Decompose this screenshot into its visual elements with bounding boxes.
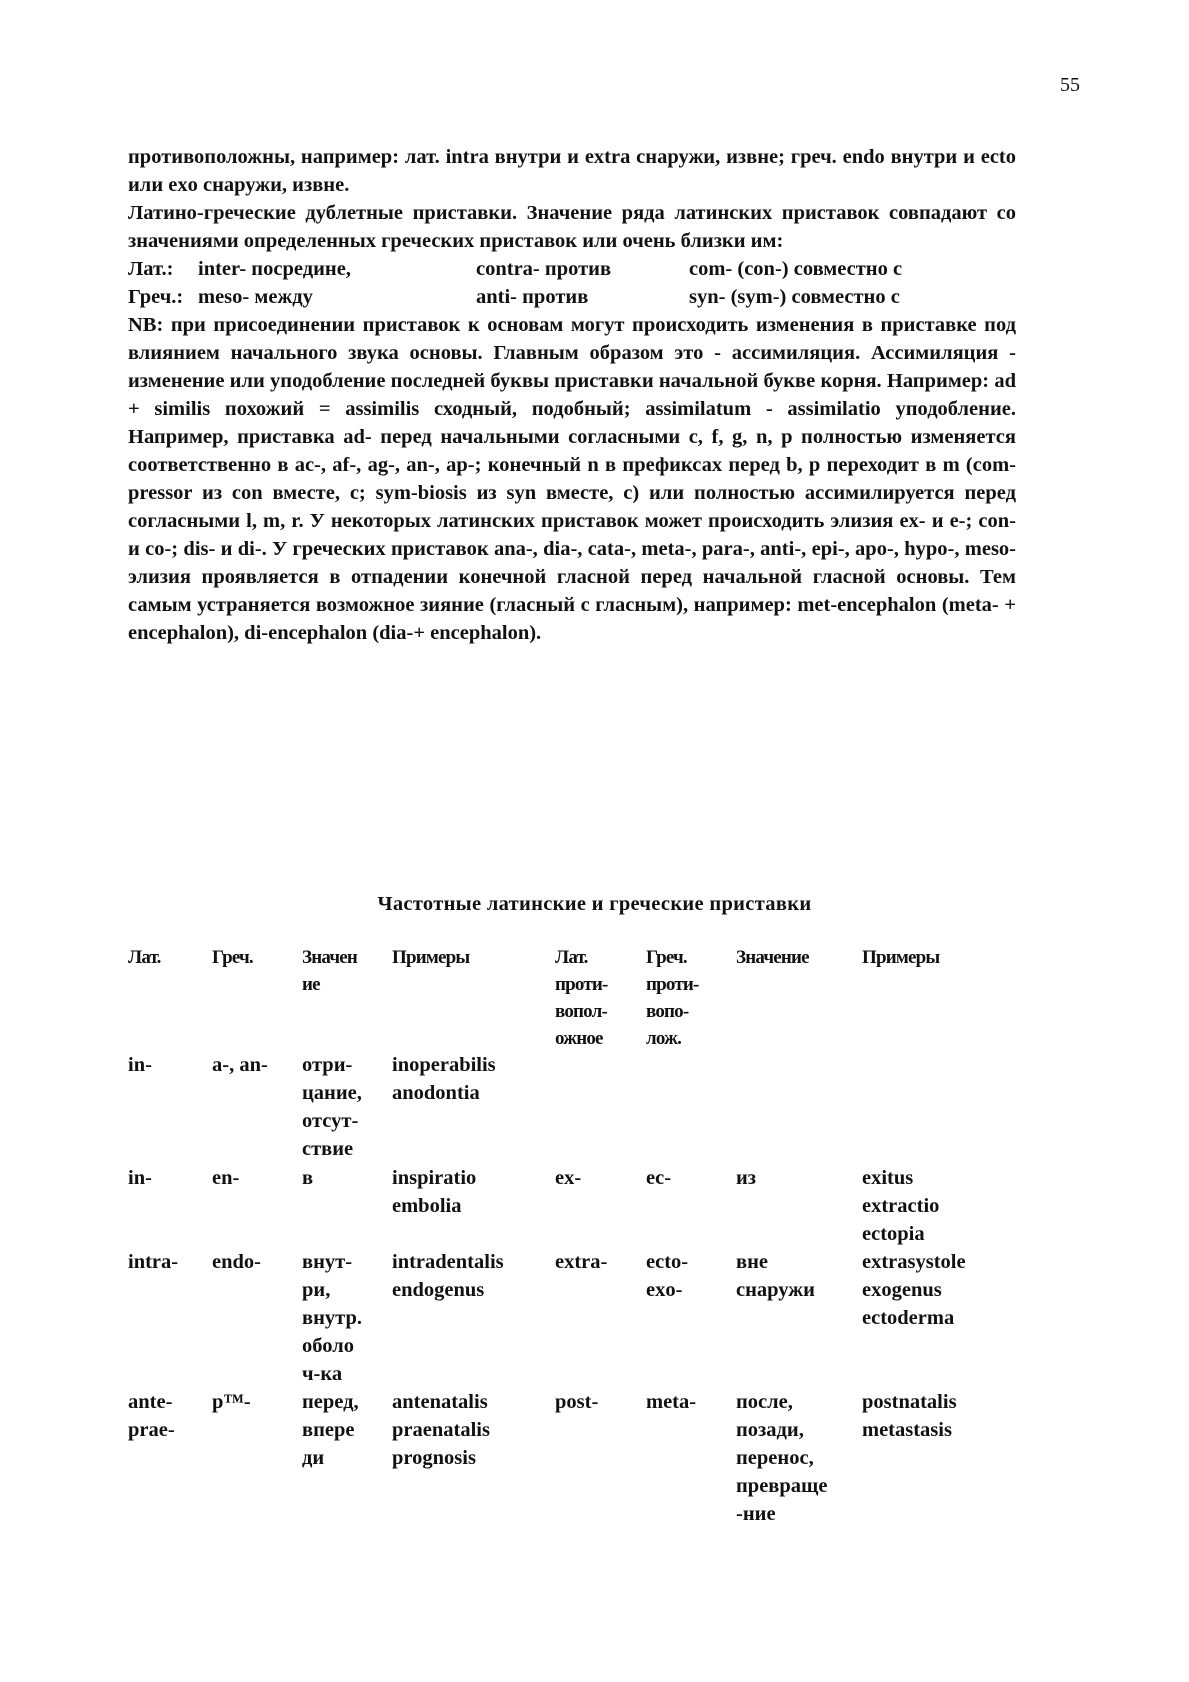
doublet-row-latin xyxy=(128,255,1016,283)
prefix-table xyxy=(128,1051,1012,1528)
doublet-prefixes-paragraph: Латино-греческие дублетные приставки. Значение ряда латинских приставок совпадают со значениями определенных греческих приставок или очень близки им: xyxy=(128,202,1016,252)
doublet-prefix: com- (con-) совместно с xyxy=(689,258,903,280)
table-title: Частотные латинские и греческие приставки xyxy=(377,893,812,915)
table-cell: в xyxy=(302,1167,314,1189)
table-cell: ex- xyxy=(555,1167,582,1189)
table-cell: отри- цание, отсут- ствие xyxy=(302,1054,362,1160)
header-latin-opposite: Лат. проти- вопол- ожное xyxy=(555,947,608,1049)
table-cell: вне снаружи xyxy=(736,1251,815,1301)
table-cell: p™- xyxy=(212,1391,251,1413)
table-cell: endo- xyxy=(212,1251,261,1273)
table-cell: in- xyxy=(128,1167,152,1189)
doublet-language: Лат.: xyxy=(128,258,174,280)
header-latin: Лат. xyxy=(128,947,161,968)
table-cell: перед, впере ди xyxy=(302,1391,359,1469)
nb-paragraph: NB: при присоединении приставок к основам могут происходить изменения в приставке под влиянием начального звука основы. Главным образом это - ассимиляция. Ассимиляция - изменение или уподобление последней буквы приставки начальной букве корня. Например: ad + similis похожий = assimilis сходный, подобный; assimilatum - assimilatio уподобление. Например, приставка ad- перед начальными согласными c, f, g, n, p полностью изменяется соответственно в ac-, af-, ag-, an-, ap-; конечный n в префиксах перед b, p переходит в m (com-pressor из con вместе, c; sym-biosis из syn вместе, c) или полностью ассимилируется перед согласными l, m, r. У некоторых латинских приставок может происходить элизия ex- и e-; con- и co-; dis- и di-. У греческих приставок ana-, dia-, cata-, meta-, para-, anti-, epi-, apo-, hypo-, meso- элизия проявляется в отпадении конечной гласной перед начальной гласной основы. Тем самым устраняется возможное зияние (гласный с гласным), например: met-encephalon (meta- + encephalon), di-encephalon (dia-+ encephalon). xyxy=(128,314,1016,644)
doublet-prefix: meso- между xyxy=(198,286,313,308)
table-cell: ecto- exo- xyxy=(646,1251,689,1301)
doublet-prefix: contra- против xyxy=(476,258,612,280)
page-number: 55 xyxy=(1060,74,1080,96)
doublet-prefix: inter- посредине, xyxy=(198,258,351,280)
table-row xyxy=(128,1248,1012,1388)
body-text xyxy=(128,143,1016,647)
table-cell: extrasystole exogenus ectoderma xyxy=(862,1251,966,1329)
table-row xyxy=(128,1164,1012,1248)
table-cell: внут- ри, внутр. оболо ч-ка xyxy=(302,1251,362,1385)
table-header xyxy=(128,944,1012,1052)
doublet-row-greek xyxy=(128,283,1016,311)
table-cell: ec- xyxy=(646,1167,672,1189)
table-cell: postnatalis metastasis xyxy=(862,1391,957,1441)
table-cell: intradentalis endogenus xyxy=(392,1251,504,1301)
table-row xyxy=(128,1051,1012,1164)
table-cell: a-, an- xyxy=(212,1054,268,1076)
table-cell: после, позади, перенос, превраще -ние xyxy=(736,1391,828,1525)
header-meaning: Значен ие xyxy=(302,947,358,995)
table-cell xyxy=(862,1051,1012,1164)
table-cell: inspiratio embolia xyxy=(392,1167,477,1217)
table-cell: post- xyxy=(555,1391,599,1413)
table-cell: intra- xyxy=(128,1251,179,1273)
header-greek-opposite: Греч. проти- вопо- лож. xyxy=(646,947,699,1049)
table-row xyxy=(128,1388,1012,1528)
header-opposite-meaning: Значение xyxy=(736,947,809,968)
header-opposite-examples: Примеры xyxy=(862,947,940,968)
doublet-language: Греч.: xyxy=(128,286,184,308)
table-cell xyxy=(646,1051,736,1164)
doublet-prefix: syn- (sym-) совместно с xyxy=(689,286,900,308)
table-cell: meta- xyxy=(646,1391,697,1413)
header-greek: Греч. xyxy=(212,947,253,968)
table-cell: exitus extractio ectopia xyxy=(862,1167,940,1245)
table-cell: in- xyxy=(128,1054,152,1076)
table-cell: из xyxy=(736,1167,757,1189)
table-cell xyxy=(555,1051,646,1164)
doublet-prefix: anti- против xyxy=(476,286,589,308)
table-cell: antenatalis praenatalis prognosis xyxy=(392,1391,490,1469)
table-cell: en- xyxy=(212,1167,240,1189)
header-examples: Примеры xyxy=(392,947,470,968)
table-cell: ante- prae- xyxy=(128,1391,175,1441)
table-cell xyxy=(736,1051,862,1164)
table-cell: inoperabilis anodontia xyxy=(392,1054,496,1104)
intro-paragraph: противоположны, например: лат. intra внутри и extra снаружи, извне; греч. endo внутри и ecto или exo снаружи, извне. xyxy=(128,146,1016,196)
table-cell: extra- xyxy=(555,1251,608,1273)
